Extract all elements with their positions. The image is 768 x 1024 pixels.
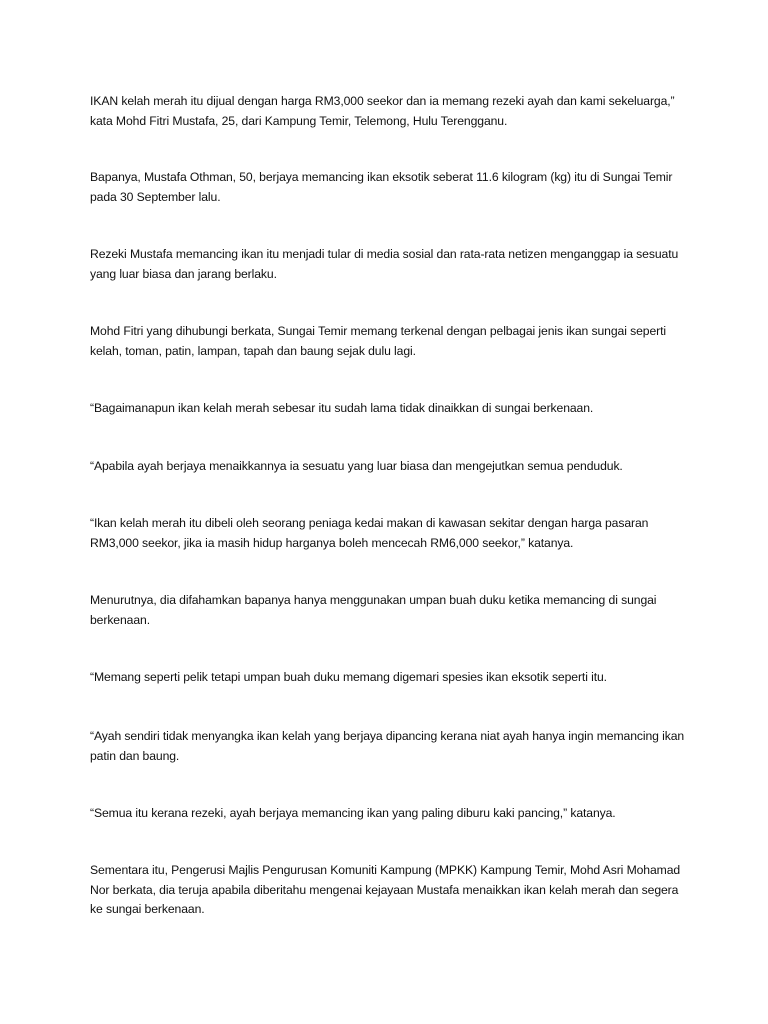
- paragraph-9: “Memang seperti pelik tetapi umpan buah duku memang digemari spesies ikan eksotik seperti itu.: [90, 670, 607, 684]
- paragraph-4: Mohd Fitri yang dihubungi berkata, Sungai Temir memang terkenal dengan pelbagai jenis ikan sungai seperti kelah, toman, patin, lampan, tapah dan baung sejak dulu lagi.: [90, 324, 666, 358]
- paragraph-2: Bapanya, Mustafa Othman, 50, berjaya memancing ikan eksotik seberat 11.6 kilogram (kg) itu di Sungai Temir pada 30 September lalu.: [90, 170, 673, 204]
- paragraph-11: “Semua itu kerana rezeki, ayah berjaya memancing ikan yang paling diburu kaki pancing,” katanya.: [90, 806, 616, 820]
- paragraph-3: Rezeki Mustafa memancing ikan itu menjadi tular di media sosial dan rata-rata netizen menganggap ia sesuatu yang luar biasa dan jarang berlaku.: [90, 247, 679, 281]
- paragraph-12: Sementara itu, Pengerusi Majlis Pengurusan Komuniti Kampung (MPKK) Kampung Temir, Mohd Asri Mohamad Nor berkata, dia teruja apabila diberitahu mengenai kejayaan Mustafa menaikkan ikan kelah merah dan segera ke sungai berkenaan.: [90, 863, 681, 916]
- paragraph-6: “Apabila ayah berjaya menaikkannya ia sesuatu yang luar biasa dan mengejutkan semua penduduk.: [90, 459, 623, 473]
- paragraph-5: “Bagaimanapun ikan kelah merah sebesar itu sudah lama tidak dinaikkan di sungai berkenaan.: [90, 401, 594, 415]
- paragraph-7: “Ikan kelah merah itu dibeli oleh seorang peniaga kedai makan di kawasan sekitar dengan harga pasaran RM3,000 seekor, jika ia masih hidup harganya boleh mencecah RM6,000 seekor,” katanya.: [90, 516, 649, 550]
- paragraph-8: Menurutnya, dia difahamkan bapanya hanya menggunakan umpan buah duku ketika memancing di sungai berkenaan.: [90, 593, 657, 627]
- paragraph-1: IKAN kelah merah itu dijual dengan harga RM3,000 seekor dan ia memang rezeki ayah dan kami sekeluarga,” kata Mohd Fitri Mustafa, 25, dari Kampung Temir, Telemong, Hulu Terengganu.: [90, 94, 675, 128]
- paragraph-10: “Ayah sendiri tidak menyangka ikan kelah yang berjaya dipancing kerana niat ayah hanya ingin memancing ikan patin dan baung.: [90, 729, 685, 763]
